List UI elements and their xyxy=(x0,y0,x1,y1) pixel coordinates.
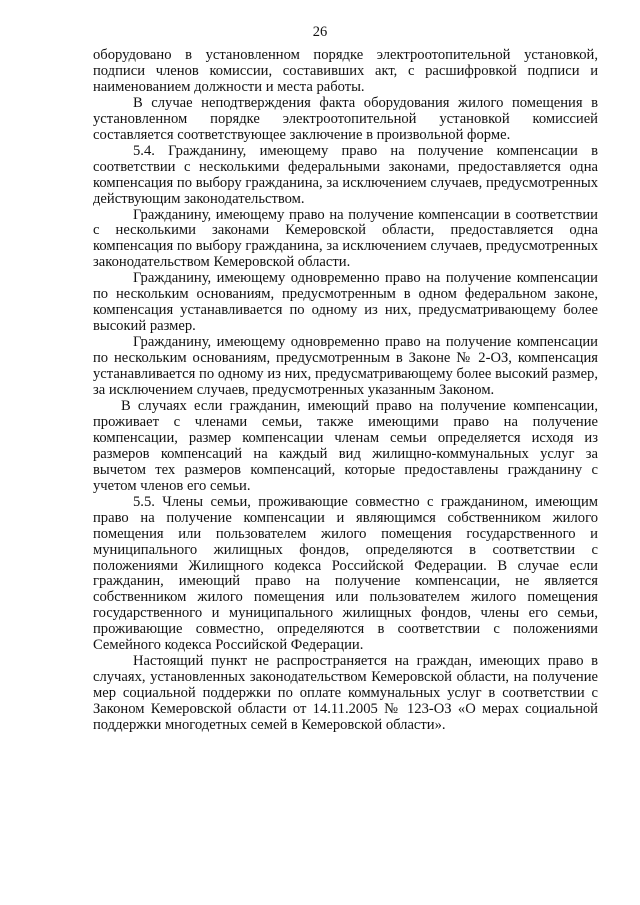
paragraph-continuation: оборудовано в установленном порядке электроотопительной установкой, подписи членов комиссии, составивших акт, с расшифровкой подписи и наименованием должности и места работы. xyxy=(93,47,598,95)
paragraph-exception-large-families: Настоящий пункт не распространяется на граждан, имеющих право в случаях, установленных законодательством Кемеровской области, на получение мер социальной поддержки по оплате коммунальных услуг в соответствии с Законом Кемеровской области от 14.11.2005 № 123-ОЗ «О мерах социальной поддержки многодетных семей в Кемеровской области». xyxy=(93,653,598,734)
paragraph-5-5-family-members: 5.5. Члены семьи, проживающие совместно с гражданином, имеющим право на получение компенсации и являющимся собственником жилого помещения или пользователем жилого помещения государственного и муниципального жилищных фондов, определяются в соответствии с положениями Жилищного кодекса Российской Федерации. В случае если гражданин, имеющий право на получение компенсации, не является собственником жилого помещения или пользователем жилого помещения государственного и муниципального жилищных фондов, члены его семьи, проживающие совместно, определяются в соответствии с положениями Семейного кодекса Российской Федерации. xyxy=(93,493,598,654)
paragraph-one-federal-law: Гражданину, имеющему одновременно право на получение компенсации по нескольким основаниям, предусмотренным в одном федеральном законе, компенсация устанавливается по одному из них, предусматривающему более высокий размер. xyxy=(93,270,598,335)
paragraph-regional-laws: Гражданину, имеющему право на получение компенсации в соответствии с несколькими законами Кемеровской области, предоставляется одна компенсация по выбору гражданина, за исключением случаев, предусмотренных законодательством Кемеровской области. xyxy=(93,206,598,271)
paragraph-family-members-compensation: В случаях если гражданин, имеющий право на получение компенсации, проживает с членами семьи, также имеющими право на получение компенсации, размер компенсации членам семьи определяется исходя из размеров компенсаций на каждый вид жилищно-коммунальных услуг за вычетом тех размеров компенсаций, которые предоставлены гражданину с учетом членов его семьи. xyxy=(93,397,598,494)
page-number: 26 xyxy=(312,24,328,40)
paragraph-non-confirmation: В случае неподтверждения факта оборудования жилого помещения в установленном порядке электроотопительной установкой комиссией составляется соответствующее заключение в произвольной форме. xyxy=(93,94,598,143)
document-body xyxy=(93,48,598,734)
paragraph-5-4-federal-laws: 5.4. Гражданину, имеющему право на получение компенсации в соответствии с несколькими федеральными законами, предоставляется одна компенсация по выбору гражданина, за исключением случаев, предусмотренных действующим законодательством. xyxy=(93,142,598,207)
paragraph-law-2-oz: Гражданину, имеющему одновременно право на получение компенсации по нескольким основаниям, предусмотренным в Законе № 2-ОЗ, компенсация устанавливается по одному из них, предусматривающему более высокий размер, за исключением случаев, предусмотренных указанным Законом. xyxy=(93,334,598,399)
